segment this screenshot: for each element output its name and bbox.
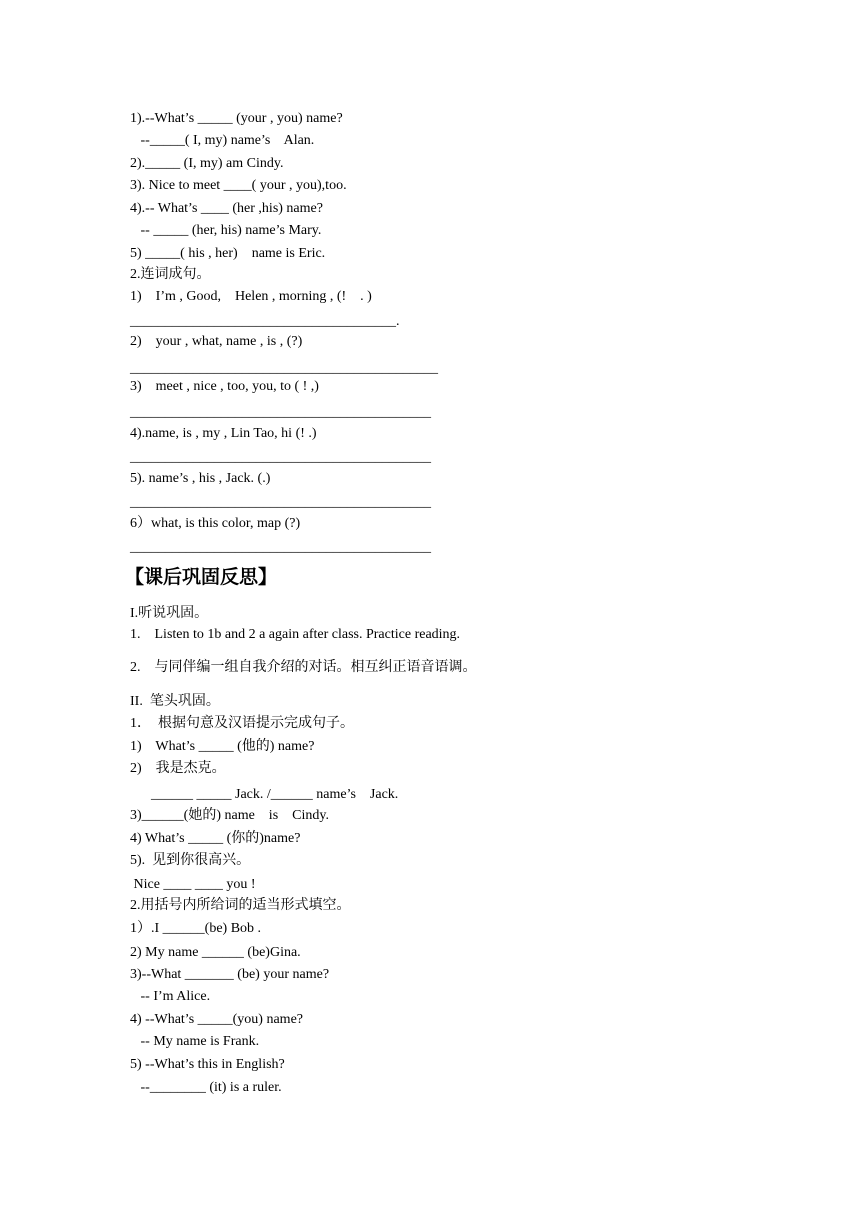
- exercise-heading: I.听说巩固。: [130, 606, 209, 621]
- exercise-line: --_____( I, my) name’s Alan.: [130, 133, 315, 148]
- exercise-line: 1) What’s _____ (他的) name?: [130, 739, 315, 754]
- exercise-line: 3)--What _______ (be) your name?: [130, 967, 330, 982]
- exercise-line: -- My name is Frank.: [130, 1034, 260, 1049]
- exercise-line: 2) My name ______ (be)Gina.: [130, 945, 301, 960]
- exercise-line: 4) What’s _____ (你的)name?: [130, 831, 301, 846]
- exercise-line: Nice ____ ____ you !: [130, 877, 256, 892]
- exercise-line: 1． 根据句意及汉语提示完成句子。: [130, 716, 354, 731]
- answer-blank-line: ______________________________________.: [130, 314, 400, 329]
- exercise-line: 4).name, is , my , Lin Tao, hi (! .): [130, 426, 317, 441]
- exercise-line: --________ (it) is a ruler.: [130, 1080, 282, 1095]
- exercise-line: 3). Nice to meet ____( your , you),too.: [130, 178, 347, 193]
- answer-blank-line: ___________________________________________: [130, 540, 431, 555]
- exercise-heading: 2.用括号内所给词的适当形式填空。: [130, 898, 351, 913]
- exercise-line: 4).-- What’s ____ (her ,his) name?: [130, 201, 323, 216]
- exercise-line: ______ _____ Jack. /______ name’s Jack.: [130, 787, 399, 802]
- exercise-line: 1. Listen to 1b and 2 a again after class. Practice reading.: [130, 627, 461, 642]
- exercise-line: 2. 与同伴编一组自我介绍的对话。相互纠正语音语调。: [130, 660, 477, 675]
- exercise-line: 2) 我是杰克。: [130, 761, 226, 776]
- exercise-line: 5). name’s , his , Jack. (.): [130, 471, 271, 486]
- answer-blank-line: ___________________________________________: [130, 405, 431, 420]
- answer-blank-line: ___________________________________________: [130, 495, 431, 510]
- exercise-line: 1) I’m , Good, Helen , morning , (! . ): [130, 289, 372, 304]
- exercise-line: -- I’m Alice.: [130, 989, 211, 1004]
- exercise-line: 4) --What’s _____(you) name?: [130, 1012, 303, 1027]
- exercise-line: 5) --What’s this in English?: [130, 1057, 285, 1072]
- exercise-heading: II. 笔头巩固。: [130, 694, 220, 709]
- exercise-line: 6）what, is this color, map (?): [130, 516, 301, 531]
- exercise-line: 5) _____( his , her) name is Eric.: [130, 246, 326, 261]
- exercise-line: 3)______(她的) name is Cindy.: [130, 808, 329, 823]
- answer-blank-line: ___________________________________________: [130, 450, 431, 465]
- exercise-line: 2)._____ (I, my) am Cindy.: [130, 156, 284, 171]
- exercise-line: 2) your , what, name , is , (?): [130, 334, 303, 349]
- answer-blank-line: ____________________________________________: [130, 361, 438, 376]
- exercise-line: 3) meet , nice , too, you, to ( ! ,): [130, 379, 319, 394]
- section-heading: 【课后巩固反思】: [125, 566, 278, 588]
- exercise-line: 1）.I ______(be) Bob .: [130, 921, 262, 936]
- exercise-heading: 2.连词成句。: [130, 267, 211, 282]
- exercise-line: 5). 见到你很高兴。: [130, 853, 251, 868]
- exercise-line: 1).--What’s _____ (your , you) name?: [130, 111, 343, 126]
- exercise-line: -- _____ (her, his) name’s Mary.: [130, 223, 322, 238]
